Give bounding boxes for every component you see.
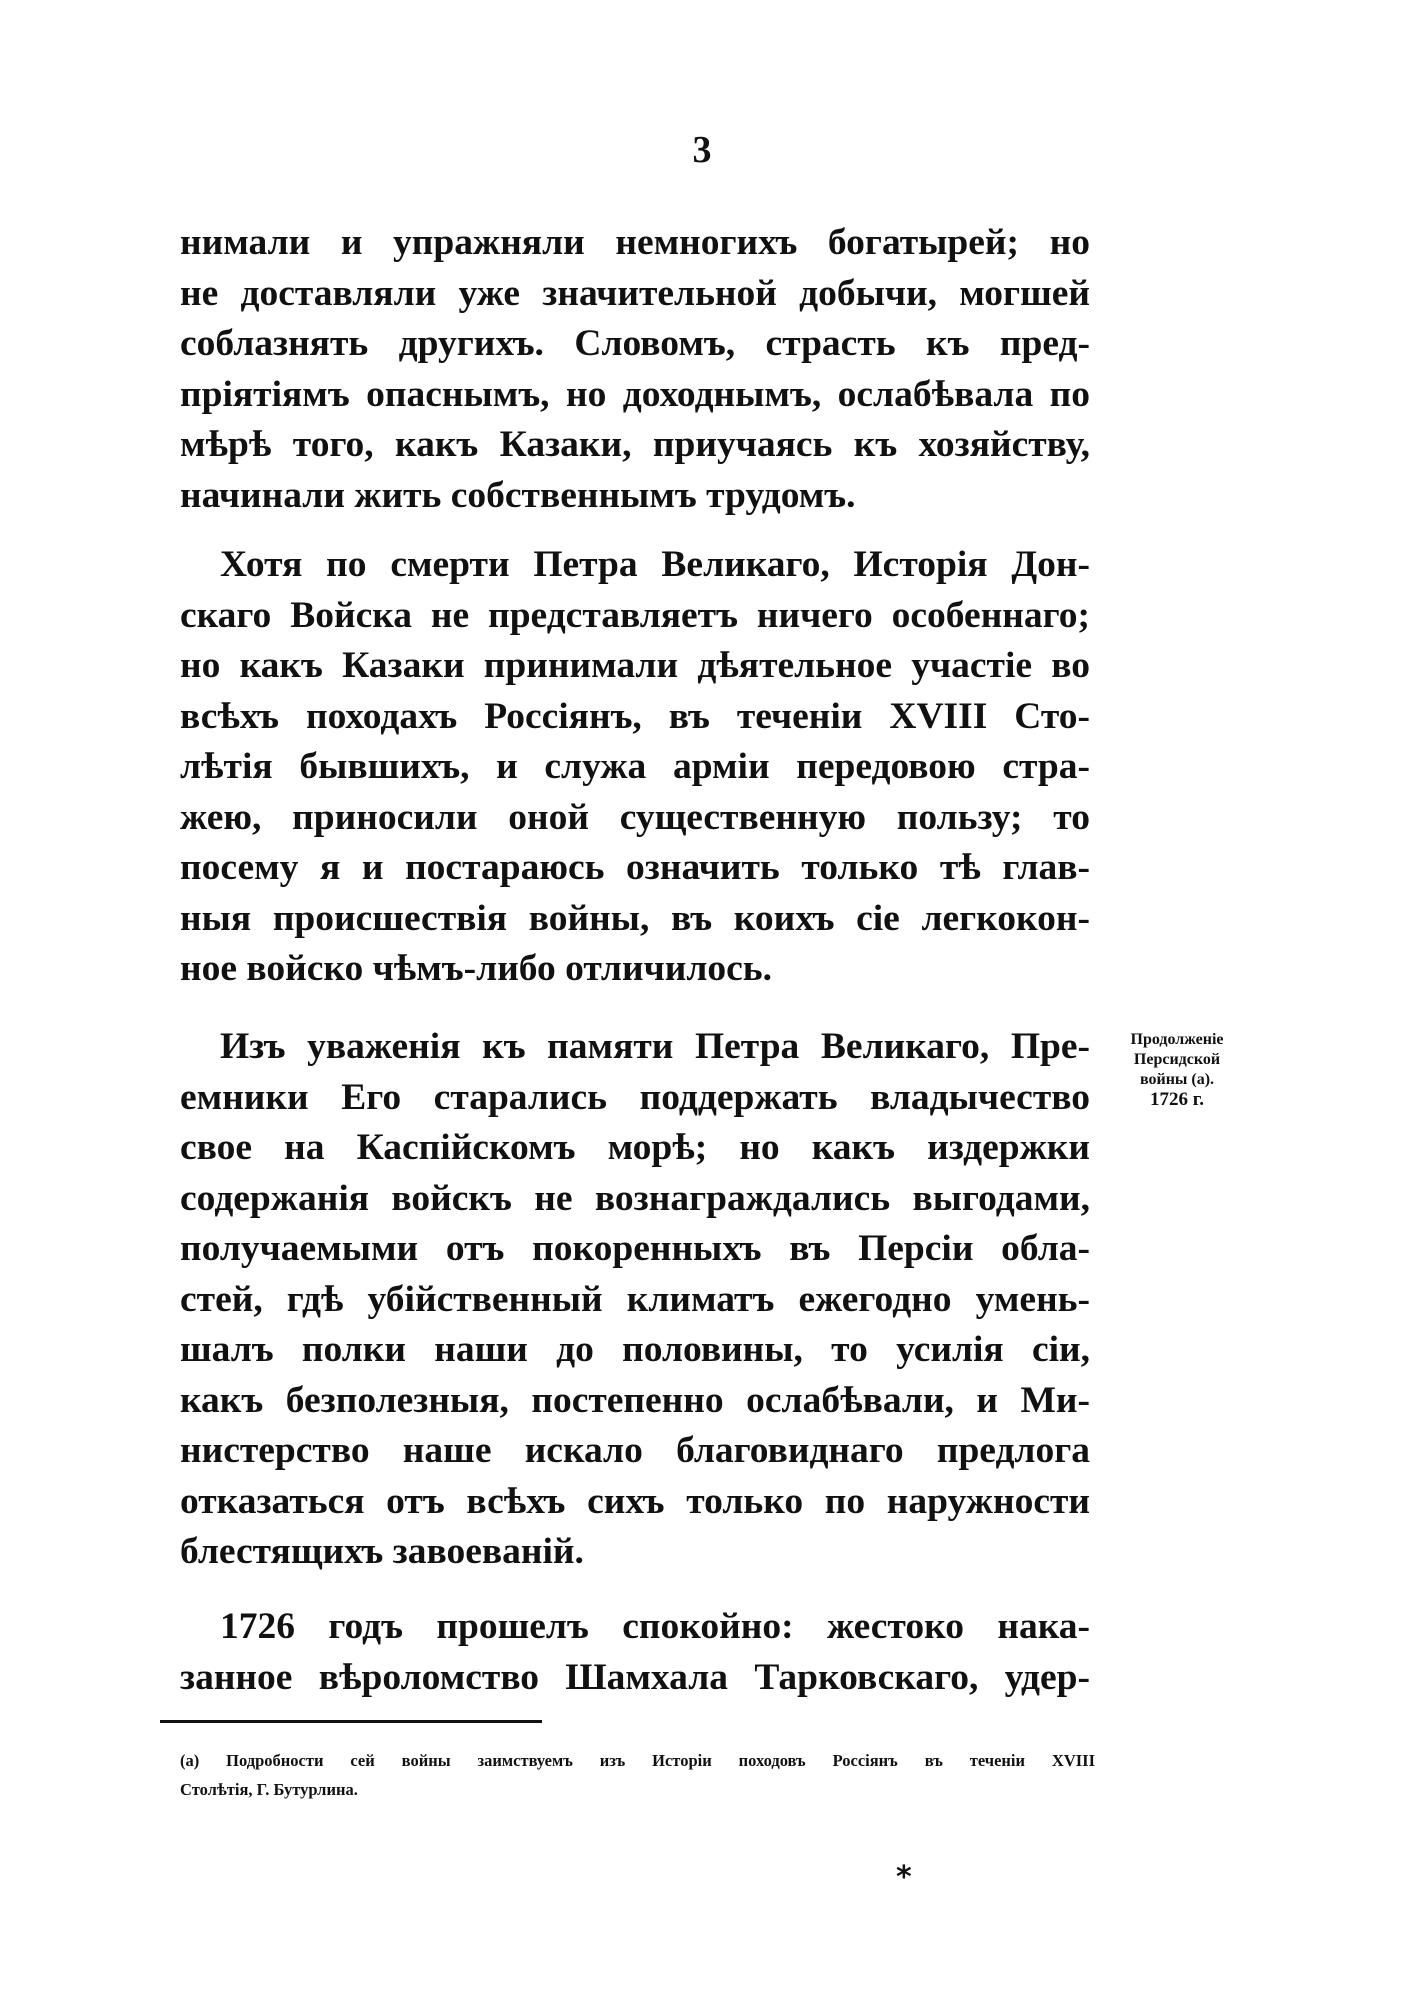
text-line: получаемыми отъ покоренныхъ въ Персіи обла- [180, 1228, 1090, 1269]
text-line: емники Его старались поддержать владычество [180, 1076, 1090, 1118]
margin-note [1102, 1030, 1252, 1110]
paragraph-3 [180, 1022, 1090, 1578]
text-line: какъ безполезныя, постепенно ослабѣвали, и Ми- [180, 1379, 1090, 1421]
text-line: посему я и постараюсь означить только тѣ глав- [180, 847, 1090, 888]
margin-note-year: 1726 г. [1150, 1089, 1204, 1110]
text-line: занное вѣроломство Шамхала Тарковскаго, удер- [180, 1656, 1090, 1698]
text-line: содержанія войскъ не вознаграждались выгодами, [180, 1177, 1090, 1219]
text-line: не доставляли уже значительной добычи, могшей [180, 272, 1090, 314]
footnote-line: (а) Подробности сей войны заимствуемъ изъ Исторіи походовъ Россіянъ въ теченіи XVIII [180, 1751, 1095, 1770]
text-line: отказаться отъ всѣхъ сихъ только по наружности [180, 1480, 1090, 1522]
text-line: нимали и упражняли немногихъ богатырей; но [180, 222, 1090, 263]
text-line: пріятіямъ опаснымъ, но доходнымъ, ослабѣвала по [180, 373, 1090, 415]
text-line: соблазнять другихъ. Словомъ, страсть къ пред- [180, 323, 1090, 364]
paragraph-1 [180, 218, 1090, 521]
text-line: мѣрѣ того, какъ Казаки, приучаясь къ хозяйству, [180, 424, 1090, 465]
text-line: стей, гдѣ убійственный климатъ ежегодно умень- [180, 1278, 1090, 1320]
text-line: ныя происшествія войны, въ коихъ сіе легкокон- [180, 897, 1090, 939]
margin-note-line: войны (а). [1139, 1071, 1215, 1088]
text-line: 1726 годъ прошелъ спокойно: жестоко нака- [220, 1606, 1090, 1647]
margin-note-line: Персидской [1133, 1051, 1221, 1068]
text-line: всѣхъ походахъ Россіянъ, въ теченіи XVIII Сто- [180, 695, 1090, 737]
text-line: скаго Войска не представляетъ ничего особеннаго; [180, 594, 1090, 636]
text-line: шалъ полки наши до половины, то усилія сіи, [180, 1329, 1090, 1370]
footnote [180, 1746, 1095, 1804]
text-line: но какъ Казаки принимали дѣятельное участіе во [180, 645, 1090, 686]
text-line: начинали жить собственнымъ трудомъ. [180, 474, 856, 516]
text-line: Изъ уваженія къ памяти Петра Великаго, Пре- [220, 1026, 1090, 1067]
page-number: 3 [692, 129, 712, 171]
text-line: нистерство наше искало благовиднаго предлога [180, 1430, 1090, 1471]
text-line: Хотя по смерти Петра Великаго, Исторія Дон- [220, 544, 1090, 585]
text-line: лѣтія бывшихъ, и служа арміи передовою стра- [180, 746, 1090, 787]
signature-mark: * [896, 1860, 912, 1895]
margin-note-line: Продолженіе [1130, 1031, 1224, 1048]
text-line: свое на Каспійскомъ морѣ; но какъ издержки [180, 1127, 1090, 1168]
paragraph-2 [180, 540, 1090, 995]
footnote-line: Столѣтія, Г. Бутурлина. [180, 1780, 358, 1799]
paragraph-4 [180, 1602, 1090, 1703]
text-line: блестящихъ завоеваній. [180, 1531, 584, 1572]
footnote-divider [160, 1720, 542, 1723]
text-line: ное войско чѣмъ-либо отличилось. [180, 948, 772, 989]
text-line: жею, приносили оной существенную пользу; то [180, 796, 1090, 838]
